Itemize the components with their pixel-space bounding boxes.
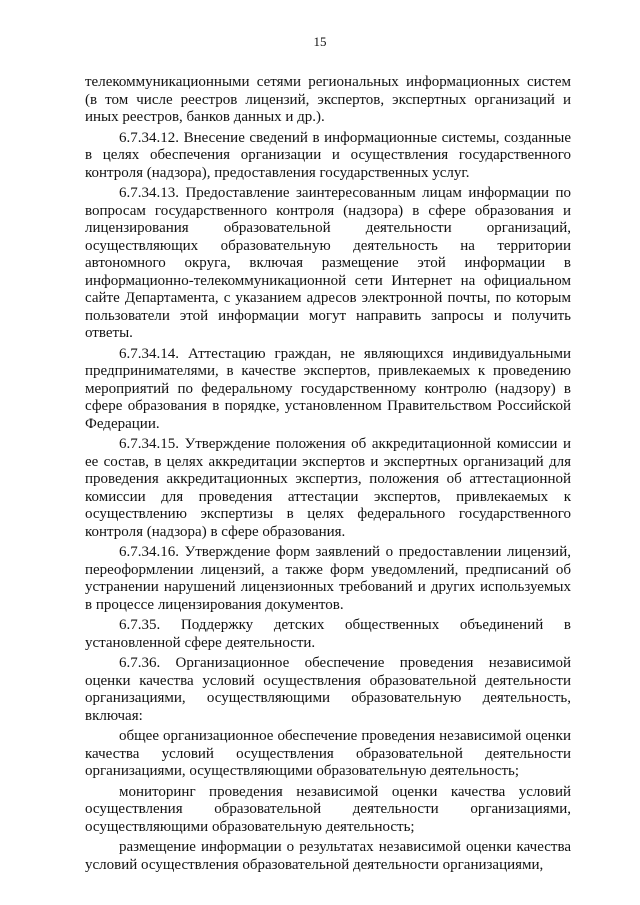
paragraph: 6.7.36. Организационное обеспечение проведения независимой оценки качества условий осуществления образовательной деятельности организациями, осуществляющими образовательную деятельность, включая:	[85, 655, 571, 724]
paragraph: телекоммуникационными сетями региональных информационных систем (в том числе реестров лицензий, экспертов, экспертных организаций и иных реестров, банков данных и др.).	[85, 74, 571, 125]
paragraph: мониторинг проведения независимой оценки качества условий осуществления образовательной деятельности организациями, осуществляющими образовательную деятельность;	[85, 783, 571, 835]
page-number: 15	[313, 34, 327, 49]
paragraph: 6.7.34.14. Аттестацию граждан, не являющихся индивидуальными предпринимателями, в качестве экспертов, привлекаемых к проведению мероприятий по федеральному государственному контролю (надзору) в сфере образования в порядке, установленном Правительством Российской Федерации.	[85, 345, 571, 432]
paragraph: размещение информации о результатах независимой оценки качества условий осуществления образовательной деятельности организациями,	[85, 839, 571, 873]
paragraph: 6.7.34.12. Внесение сведений в информационные системы, созданные в целях обеспечения организации и осуществления государственного контроля (надзора), предоставления государственных услуг.	[85, 129, 571, 181]
paragraph: 6.7.35. Поддержку детских общественных объединений в установленной сфере деятельности.	[85, 617, 571, 651]
paragraph: 6.7.34.15. Утверждение положения об аккредитационной комиссии и ее состав, в целях аккредитации экспертов и экспертных организаций для проведения аккредитационных экспертиз, положения об аттестационной комиссии для проведения аттестации экспертов, привлекаемых к осуществлению экспертизы в целях федерального государственного контроля (надзора) в сфере образования.	[85, 436, 571, 540]
document-body	[85, 74, 571, 874]
paragraph: 6.7.34.13. Предоставление заинтересованным лицам информации по вопросам государственного контроля (надзора) в сфере образования и лицензирования образовательной деятельности организаций, осуществляющих образовательную деятельность на территории автономного округа, включая размещение этой информации в информационно-телекоммуникационной сети Интернет на официальном сайте Департамента, с указанием адресов электронной почты, по которым пользователи этой информации могут направить запросы и получить ответы.	[85, 185, 571, 341]
paragraph: 6.7.34.16. Утверждение форм заявлений о предоставлении лицензий, переоформлении лицензий, а также форм уведомлений, предписаний об устранении нарушений лицензионных требований и других используемых в процессе лицензирования документов.	[85, 544, 571, 613]
paragraph: общее организационное обеспечение проведения независимой оценки качества условий осуществления образовательной деятельности организациями, осуществляющими образовательную деятельность;	[85, 728, 571, 779]
